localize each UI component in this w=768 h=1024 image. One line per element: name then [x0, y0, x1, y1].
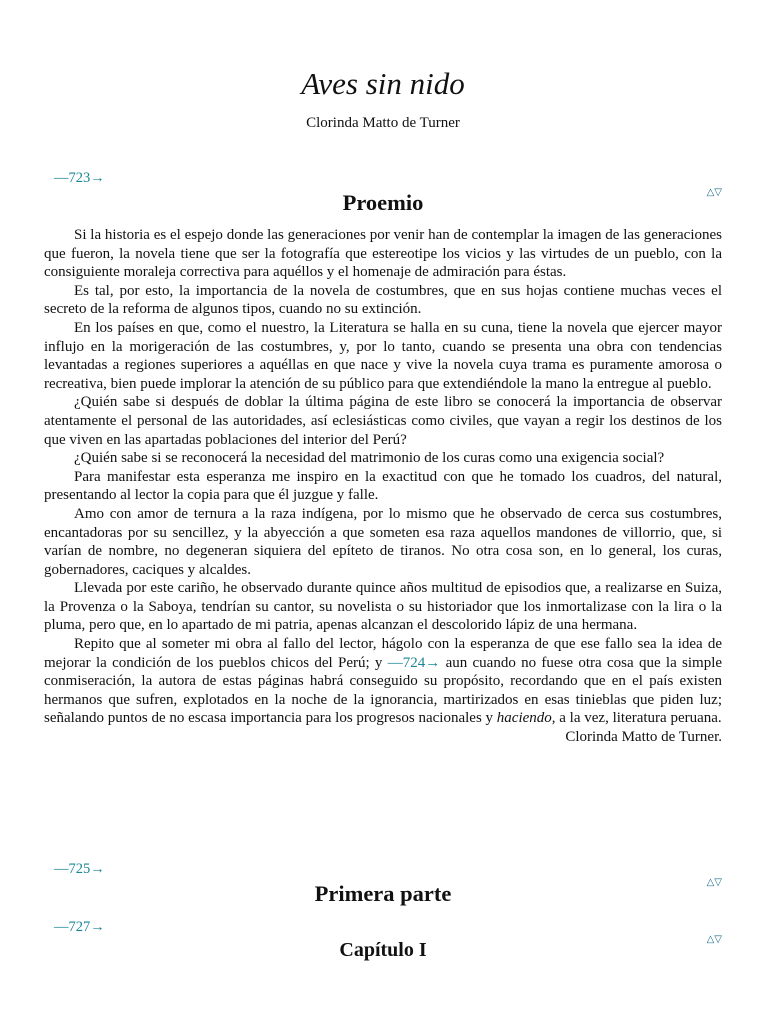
paragraph-last — [44, 635, 722, 728]
paragraph: Si la historia es el espejo donde las generaciones por venir han de contemplar la imagen de las generaciones que fueron, la novela tiene que ser la fotografía que estereotipe los vicios y las virtudes de un pueblo, con la consiguiente moraleja correctiva para aquéllos y el homenaje de admiración para éstas. — [44, 227, 722, 281]
paragraph-text: , a la vez, literatura peruana. — [551, 710, 722, 727]
part-heading: Primera parte — [314, 881, 452, 906]
section-nav-arrows[interactable]: △▽ — [706, 187, 722, 198]
section-nav-arrows[interactable]: △▽ — [706, 934, 722, 945]
paragraph: Llevada por este cariño, he observado durante quince años multitud de episodios que, a realizarse en Suiza, la Provenza o la Saboya, tendrían su cantor, su novelista o su historiador que los inmortalizase con la lira o la pluma, pero que, en lo apartado de mi patria, apenas alcanzan el descolorido lápiz de una hermana. — [44, 580, 722, 634]
paragraph: ¿Quién sabe si después de doblar la última página de este libro se conocerá la importancia de observar atentamente el personal de las autoridades, así eclesiásticas como civiles, que vayan a regir los destinos de los que viven en las apartadas poblaciones del interior del Perú? — [44, 394, 722, 448]
paragraph: ¿Quién sabe si se reconocerá la necesidad del matrimonio de los curas como una exigencia social? — [74, 450, 665, 467]
paragraph: Amo con amor de ternura a la raza indígena, por lo mismo que he observado de cerca sus costumbres, encantadoras por su sencillez, y la abyección a que someten esa raza aquellos mandones de villorrio, que, si varían de nombre, no degeneran siquiera del epíteto de tiranos. No otra cosa son, en lo general, los curas, gobernadores, caciques y alcaldes. — [44, 505, 722, 578]
proemio-body — [44, 226, 722, 747]
emphasis-text: haciendo — [496, 710, 552, 727]
paragraph-text: Repito que al someter mi obra al fallo del lector, hágolo con la esperanza de que ese fallo sea la idea de mejorar la condición de los pueblos chicos del Perú; y — [44, 636, 722, 671]
page-marker-727[interactable]: —727→ — [54, 919, 105, 935]
signature: Clorinda Matto de Turner. — [565, 729, 722, 746]
paragraph: Es tal, por esto, la importancia de la novela de costumbres, que en sus hojas contiene muchas veces el secreto de la reforma de algunos tipos, cuando no su extinción. — [44, 282, 722, 318]
book-title: Aves sin nido — [301, 66, 465, 101]
page-marker-724[interactable]: —724→ — [387, 654, 441, 671]
page-marker-725[interactable]: —725→ — [54, 861, 105, 877]
paragraph-text: aun cuando no fuese otra cosa que la simple conmiseración, la autora de estas páginas habrá conseguido su propósito, recordando que en el país existen hermanos que sufren, explotados en la noche de la ignorancia, martirizados en esas tinieblas que piden luz; señalando puntos de no escasa importancia para los progresos nacionales y — [44, 654, 723, 727]
page-marker-723[interactable]: —723→ — [54, 170, 105, 186]
section-nav-arrows[interactable]: △▽ — [706, 877, 722, 888]
proemio-heading: Proemio — [342, 190, 424, 215]
chapter-heading: Capítulo I — [339, 939, 427, 961]
book-author: Clorinda Matto de Turner — [306, 115, 460, 131]
paragraph: En los países en que, como el nuestro, la Literatura se halla en su cuna, tiene la novela que ejercer mayor influjo en la morigeración de las costumbres, y, por lo tanto, cuando se presenta una obra con tendencias levantadas a regiones superiores a aquéllas en que nace y vive la novela cuya trama es puramente amorosa o recreativa, bien puede implorar la atención de su público para que extendiéndole la mano la entregue al pueblo. — [44, 319, 722, 392]
paragraph: Para manifestar esta esperanza me inspiro en la exactitud con que he tomado los cuadros, del natural, presentando al lector la copia para que él juzgue y falle. — [44, 468, 722, 504]
